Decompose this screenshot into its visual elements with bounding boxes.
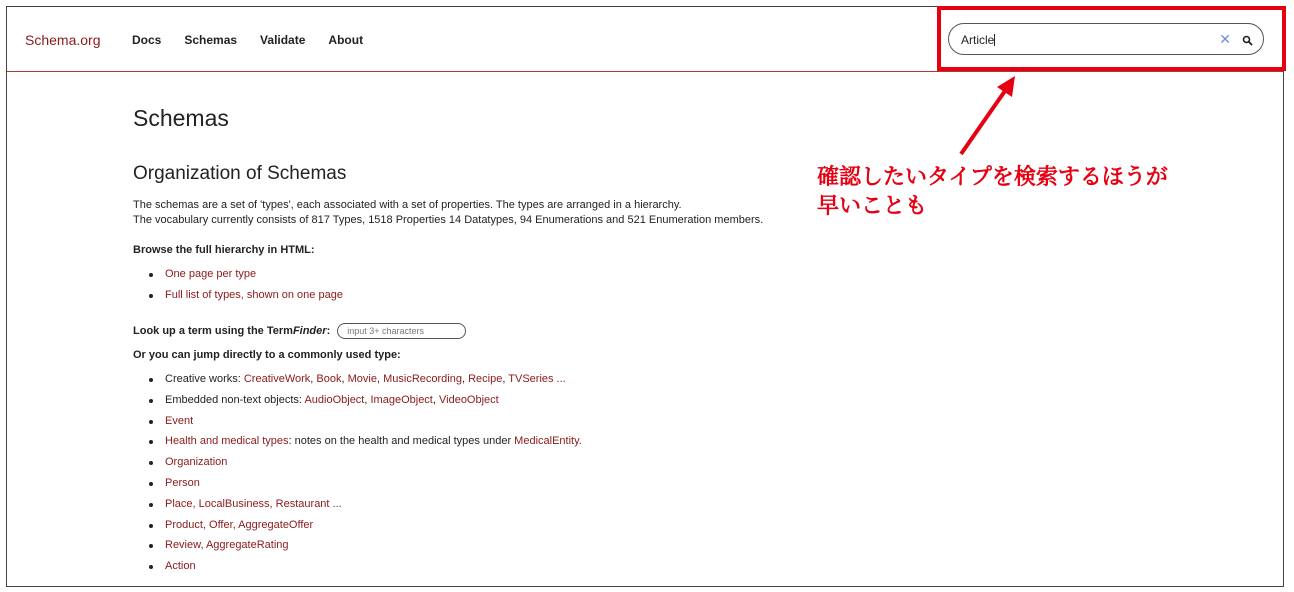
finder-suffix: : <box>326 325 331 337</box>
list-item <box>147 494 893 515</box>
nav-docs[interactable]: Docs <box>132 33 162 47</box>
link-review[interactable]: Review, AggregateRating <box>165 539 289 552</box>
link-action[interactable]: Action <box>165 560 196 573</box>
annotation-text <box>817 163 1168 221</box>
browser-viewport <box>6 6 1284 587</box>
embedded-prefix: Embedded non-text objects: <box>165 393 305 406</box>
nav-schemas[interactable]: Schemas <box>184 33 238 47</box>
link-place[interactable]: Place, LocalBusiness, Restaurant ... <box>165 497 342 510</box>
link-event[interactable]: Event <box>165 414 194 427</box>
search-value: Article <box>961 33 995 47</box>
jump-heading: Or you can jump directly to a commonly used type: <box>133 349 401 361</box>
link-full-list[interactable]: Full list of types, shown on one page <box>165 289 343 301</box>
annotation-line-1: 確認したいタイプを検索するほうが <box>817 165 1168 190</box>
list-item: Creative works: CreativeWork, Book, Movie, MusicRecording, Recipe, TVSeries ... <box>147 369 893 390</box>
list-item <box>147 535 893 556</box>
finder-label <box>133 325 330 337</box>
section-title: Organization of Schemas <box>133 163 347 184</box>
description <box>133 198 893 228</box>
link-health-medical[interactable]: Health and medical types <box>165 435 289 448</box>
link-movie[interactable]: Movie <box>347 373 377 385</box>
list-item <box>147 556 893 577</box>
link-videoobject[interactable]: VideoObject <box>439 393 499 406</box>
link-product[interactable]: Product, Offer, AggregateOffer <box>165 518 314 531</box>
types-list <box>147 369 893 577</box>
browse-heading: Browse the full hierarchy in HTML: <box>133 244 315 256</box>
list-item <box>147 452 893 473</box>
link-person[interactable]: Person <box>165 476 200 489</box>
finder-prefix: Look up a term using the Term <box>133 325 293 337</box>
list-item <box>147 515 893 536</box>
nav-about[interactable]: About <box>328 33 364 47</box>
highlight-box <box>937 6 1286 71</box>
site-logo[interactable]: Schema.org <box>25 32 101 48</box>
term-finder-input[interactable]: input 3+ characters <box>337 323 466 339</box>
nav-validate[interactable]: Validate <box>260 33 306 47</box>
desc-line-2: The vocabulary currently consists of 817 Types, 1518 Properties 14 Datatypes, 94 Enumerations and 521 Enumeration members. <box>133 214 764 226</box>
browse-list <box>147 264 893 306</box>
arrow-icon <box>955 74 1025 159</box>
annotation-line-2: 早いことも <box>817 194 928 219</box>
link-tvseries[interactable]: TVSeries ... <box>508 373 566 385</box>
link-medicalentity[interactable]: MedicalEntity <box>514 435 579 448</box>
list-item <box>147 431 893 452</box>
link-audioobject[interactable]: AudioObject <box>304 393 365 406</box>
health-end: . <box>578 435 582 448</box>
link-musicrecording[interactable]: MusicRecording <box>383 373 462 385</box>
list-item <box>147 473 893 494</box>
link-recipe[interactable]: Recipe <box>468 373 503 385</box>
link-imageobject[interactable]: ImageObject <box>370 393 433 406</box>
list-item <box>147 285 893 306</box>
link-one-page-per-type[interactable]: One page per type <box>165 268 257 280</box>
list-item <box>147 411 893 432</box>
creative-prefix: Creative works: <box>165 373 244 385</box>
link-organization[interactable]: Organization <box>165 456 228 469</box>
close-icon[interactable]: ✕ <box>1219 31 1231 47</box>
link-creativework[interactable]: CreativeWork <box>243 373 311 385</box>
finder-em: Finder <box>292 325 327 337</box>
list-item: Embedded non-text objects: AudioObject, ImageObject, VideoObject <box>147 390 893 411</box>
link-book[interactable]: Book <box>316 373 342 385</box>
list-item <box>147 264 893 285</box>
desc-line-1: The schemas are a set of 'types', each associated with a set of properties. The types are arranged in a hierarchy. <box>133 199 682 211</box>
term-finder-row <box>133 323 893 339</box>
page-title: Schemas <box>133 105 229 131</box>
health-text: : notes on the health and medical types under <box>288 435 515 448</box>
main-content <box>133 105 893 577</box>
main-nav <box>132 33 386 47</box>
